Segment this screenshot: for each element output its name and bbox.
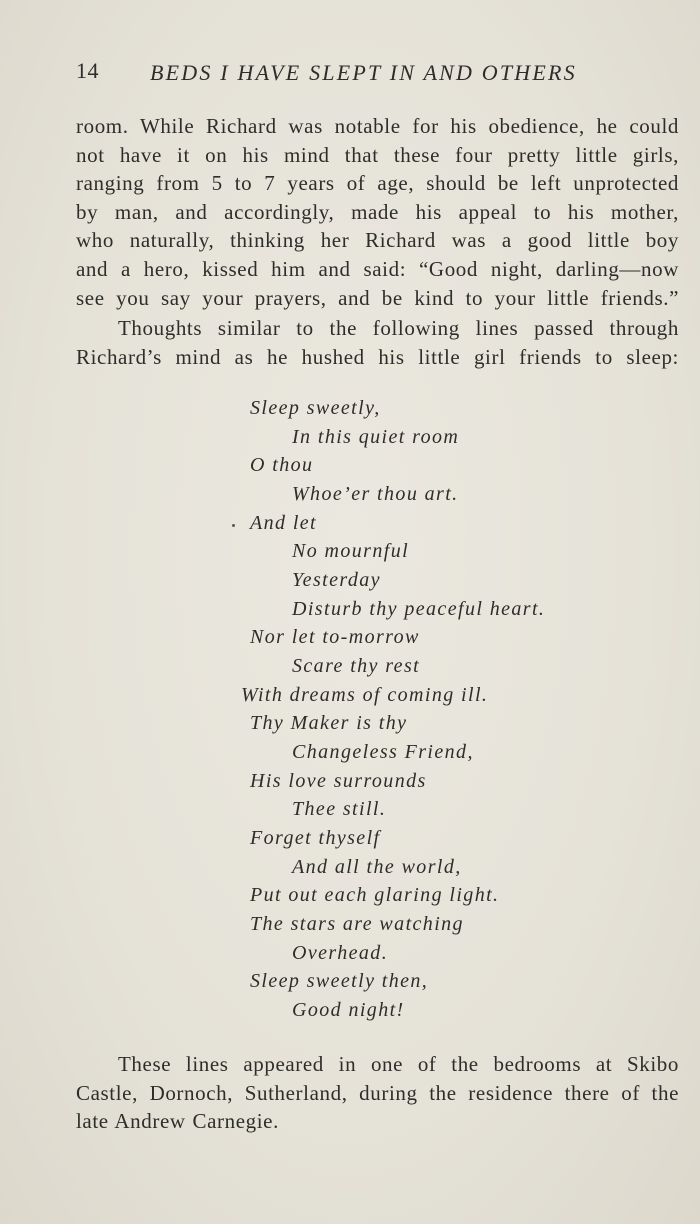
poem-line: Nor let to-morrow <box>250 626 420 648</box>
text-line: Castle, Dornoch, Sutherland, during the residence there of the <box>76 1080 679 1105</box>
poem-line: Thy Maker is thy <box>250 712 408 734</box>
ink-speck <box>232 524 235 527</box>
text-line: and a hero, kissed him and said: “Good night, darling—now <box>76 256 679 281</box>
poem-line: And all the world, <box>292 856 462 878</box>
text-line: Thoughts similar to the following lines passed through <box>118 316 679 340</box>
poem-line: Whoe’er thou art. <box>292 483 459 505</box>
poem-line: Disturb thy peaceful heart. <box>292 598 546 620</box>
poem-line: Overhead. <box>292 942 389 964</box>
poem-line: No mournful <box>292 540 410 562</box>
poem-line: Sleep sweetly then, <box>250 970 429 992</box>
poem-line: Thee still. <box>292 798 387 820</box>
paragraph-thoughts <box>76 314 679 371</box>
poem-line: Yesterday <box>292 569 381 591</box>
page-header <box>76 58 616 90</box>
poem-line: Good night! <box>292 999 405 1021</box>
text-line: These lines appeared in one of the bedrooms at Skibo <box>118 1052 679 1076</box>
paragraph-skibo-castle <box>76 1050 679 1136</box>
text-line: who naturally, thinking her Richard was a good little boy <box>76 228 679 253</box>
poem-line: In this quiet room <box>292 426 460 448</box>
text-line: by man, and accordingly, made his appeal to his mother, <box>76 199 679 224</box>
poem-line: His love surrounds <box>250 770 427 792</box>
text-line: late Andrew Carnegie. <box>76 1109 279 1134</box>
text-line: not have it on his mind that these four pretty little girls, <box>76 142 679 167</box>
text-line: see you say your prayers, and be kind to your little friends.” <box>76 285 679 310</box>
poem-line: Put out each glaring light. <box>250 884 500 906</box>
poem-line: Forget thyself <box>250 827 381 849</box>
text-line: ranging from 5 to 7 years of age, should be left unprotected <box>76 171 679 196</box>
poem-line: And let <box>250 512 318 534</box>
poem-line: O thou <box>250 454 314 476</box>
text-line: room. While Richard was notable for his obedience, he could <box>76 114 679 138</box>
poem-line: With dreams of coming ill. <box>241 684 489 706</box>
running-title: BEDS I HAVE SLEPT IN AND OTHERS <box>150 60 577 85</box>
poem-line: Sleep sweetly, <box>250 397 381 419</box>
text-line: Richard’s mind as he hushed his little girl friends to sleep: <box>76 344 679 369</box>
poem-line: The stars are watching <box>250 913 464 935</box>
page-number: 14 <box>76 58 99 83</box>
poem-line: Scare thy rest <box>292 655 421 677</box>
paragraph-richard-appeal <box>76 112 679 312</box>
poem-line: Changeless Friend, <box>292 741 474 763</box>
